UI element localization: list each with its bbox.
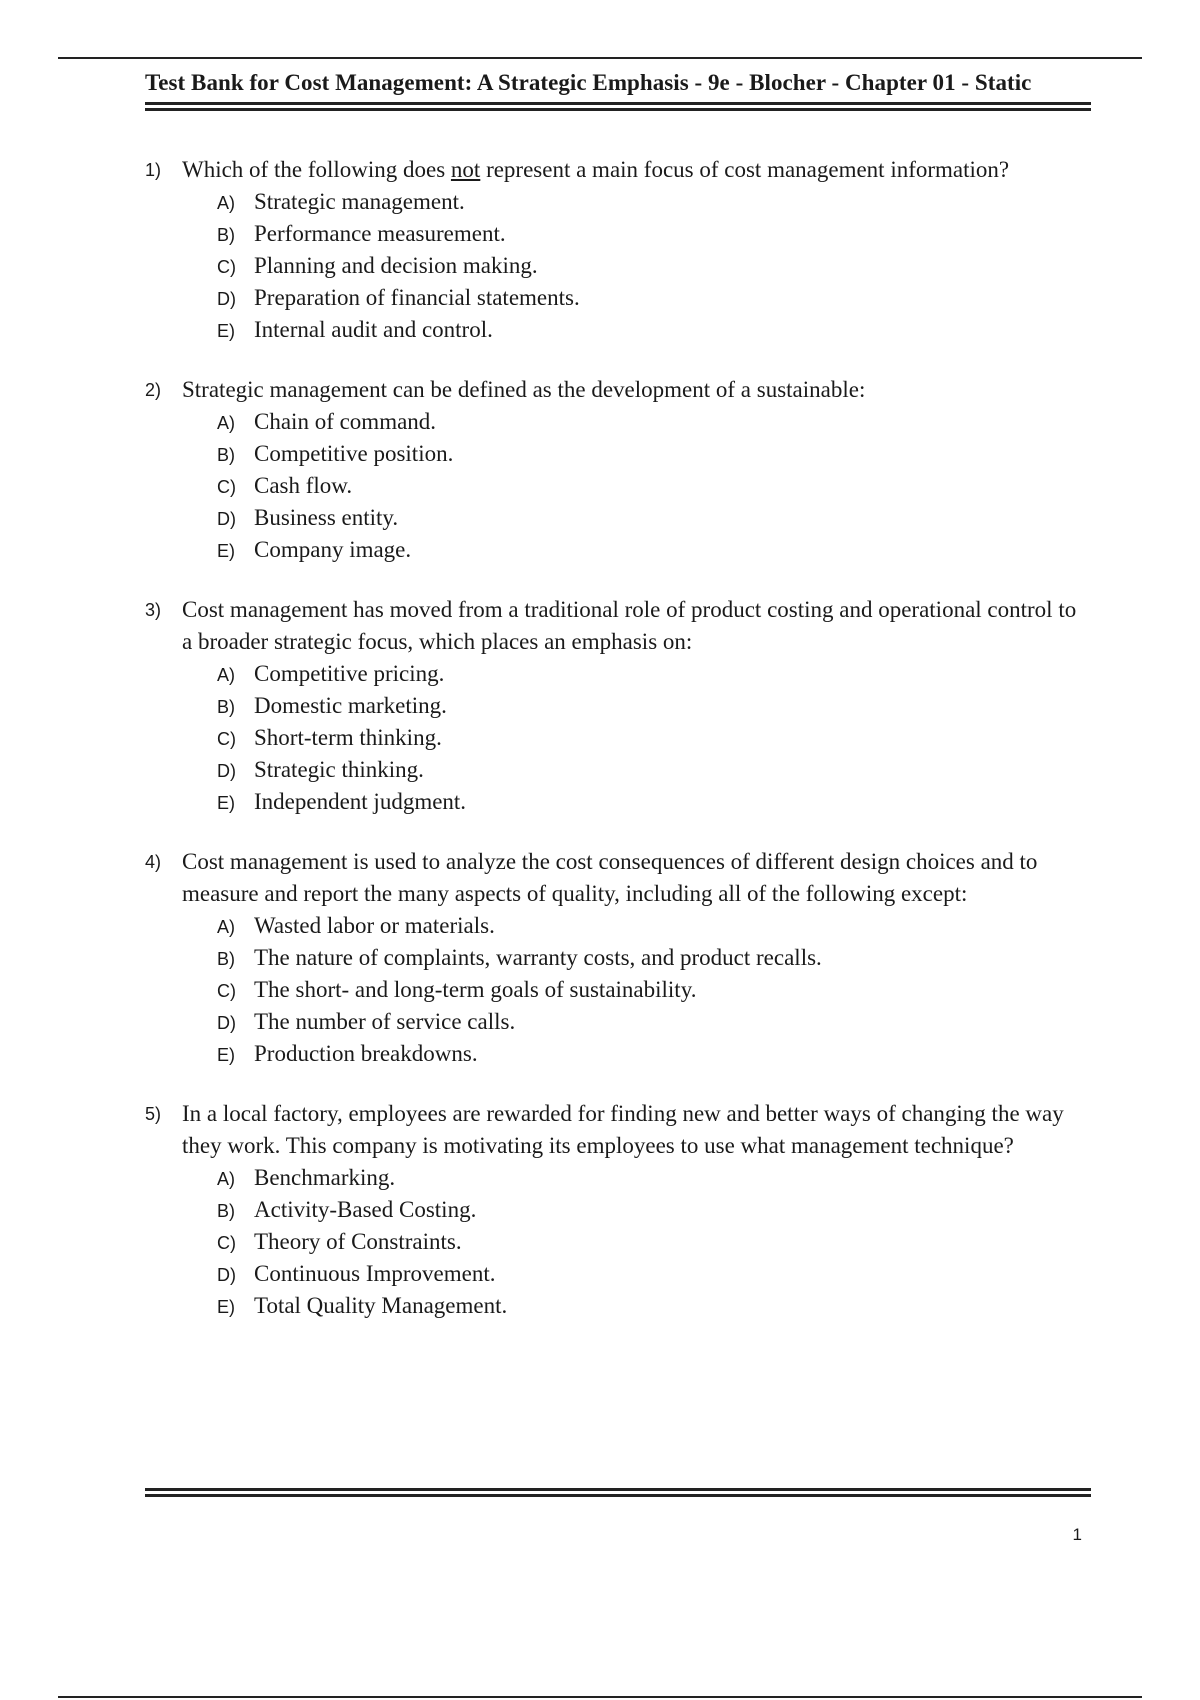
option-label: A) [217,413,235,433]
answer-option [217,470,1091,502]
answer-option [217,786,1091,818]
option-label: E) [217,321,235,341]
page-header [145,70,1091,111]
option-text: Wasted labor or materials. [254,913,495,938]
option-text: Preparation of financial statements. [254,285,580,310]
footer-double-rule [145,1488,1091,1497]
option-label: D) [217,289,236,309]
option-label: B) [217,949,235,969]
option-text: Business entity. [254,505,399,530]
option-text: The nature of complaints, warranty costs, and product recalls. [254,945,822,970]
emphasis-underline: not [450,157,481,182]
option-text: Benchmarking. [254,1165,396,1190]
option-text: Cash flow. [254,473,353,498]
question-number: 5) [145,1104,162,1124]
question-number: 4) [145,852,162,872]
answer-option [217,1290,1091,1322]
option-text: Activity-Based Costing. [254,1197,477,1222]
option-label: B) [217,445,235,465]
answer-option [217,754,1091,786]
option-label: C) [217,729,236,749]
option-label: B) [217,1201,235,1221]
answer-option [217,502,1091,534]
option-text: Chain of command. [254,409,437,434]
page-top-rule [58,57,1142,59]
answer-option [217,1006,1091,1038]
option-text: Planning and decision making. [254,253,538,278]
option-label: A) [217,917,235,937]
answer-option [217,1258,1091,1290]
answer-option [217,722,1091,754]
answer-option [217,942,1091,974]
answer-options [217,1162,1091,1322]
answer-option [217,250,1091,282]
answer-options [217,910,1091,1070]
answer-options [217,658,1091,818]
option-text: Continuous Improvement. [254,1261,496,1286]
header-double-rule [145,102,1091,111]
option-text: Production breakdowns. [254,1041,478,1066]
option-label: E) [217,1297,235,1317]
option-label: C) [217,1233,236,1253]
option-text: Company image. [254,537,412,562]
option-label: D) [217,1265,236,1285]
question-text: Cost management has moved from a traditional role of product costing and operational control to a broader strategic focus, which places an emphasis on: [182,597,1077,654]
option-text: Strategic management. [254,189,465,214]
option-label: C) [217,981,236,1001]
option-text: Competitive position. [254,441,454,466]
answer-options [217,186,1091,346]
answer-option [217,218,1091,250]
option-text: Domestic marketing. [254,693,447,718]
answer-option [217,1038,1091,1070]
answer-option [217,1226,1091,1258]
answer-option [217,690,1091,722]
answer-option [217,1162,1091,1194]
question-number: 2) [145,380,162,400]
question-3 [145,594,1091,818]
option-label: D) [217,509,236,529]
answer-option [217,974,1091,1006]
option-text: Internal audit and control. [254,317,493,342]
option-label: A) [217,193,235,213]
question-1 [145,154,1091,346]
page-bottom-rule [58,1696,1142,1698]
question-text: Strategic management can be defined as the development of a sustainable: [182,377,866,402]
answer-option [217,910,1091,942]
question-text: In a local factory, employees are rewarded for finding new and better ways of changing the way they work. This company is motivating its employees to use what management technique? [182,1101,1064,1158]
option-text: The number of service calls. [254,1009,516,1034]
option-label: B) [217,225,235,245]
question-4 [145,846,1091,1070]
option-label: E) [217,1045,235,1065]
option-label: D) [217,761,236,781]
option-text: Strategic thinking. [254,757,424,782]
question-5 [145,1098,1091,1322]
option-text: Performance measurement. [254,221,506,246]
option-label: A) [217,1169,235,1189]
page-number: 1 [1072,1525,1082,1544]
option-label: C) [217,257,236,277]
question-2 [145,374,1091,566]
option-text: Total Quality Management. [254,1293,508,1318]
option-label: E) [217,541,235,561]
answer-option [217,282,1091,314]
option-text: The short- and long-term goals of sustainability. [254,977,697,1002]
answer-option [217,314,1091,346]
answer-option [217,186,1091,218]
answer-option [217,658,1091,690]
option-text: Independent judgment. [254,789,467,814]
option-label: A) [217,665,235,685]
question-number: 1) [145,160,162,180]
answer-option [217,1194,1091,1226]
answer-option [217,534,1091,566]
answer-option [217,406,1091,438]
document-title: Test Bank for Cost Management: A Strategic Emphasis - 9e - Blocher - Chapter 01 - Static [145,70,1032,95]
option-label: C) [217,477,236,497]
option-label: E) [217,793,235,813]
option-text: Short-term thinking. [254,725,442,750]
question-text: Which of the following does not represent a main focus of cost management information? [182,157,1010,182]
option-text: Competitive pricing. [254,661,445,686]
answer-options [217,406,1091,566]
question-list [145,154,1091,1350]
answer-option [217,438,1091,470]
option-text: Theory of Constraints. [254,1229,462,1254]
question-number: 3) [145,600,162,620]
question-text: Cost management is used to analyze the cost consequences of different design choices and to measure and report the many aspects of quality, including all of the following except: [182,849,1038,906]
option-label: B) [217,697,235,717]
option-label: D) [217,1013,236,1033]
